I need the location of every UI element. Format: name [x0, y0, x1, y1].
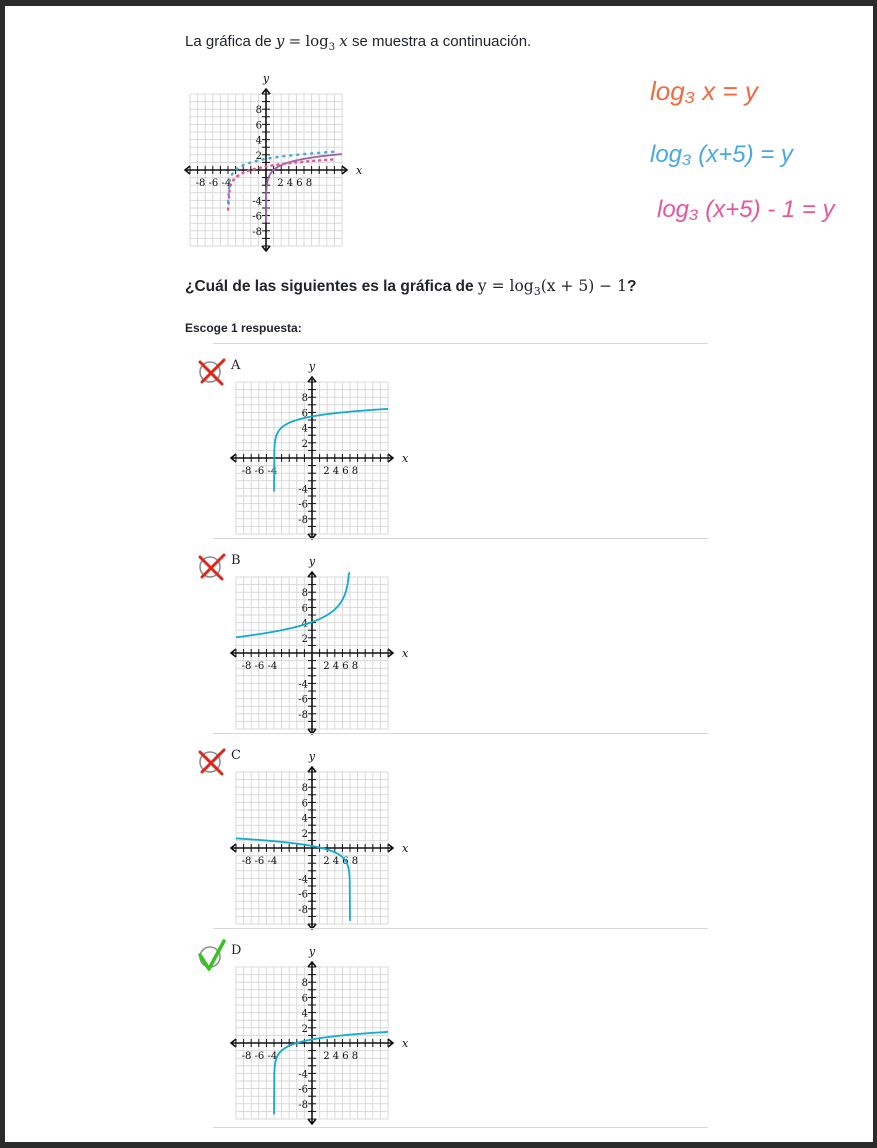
y-tick-label: 2	[301, 1023, 308, 1035]
y-tick-label: 8	[301, 588, 308, 600]
y-tick-label: -4	[298, 679, 308, 691]
x-tick-labels-neg: -8 -6 -4	[195, 178, 232, 189]
choice-c[interactable]	[190, 736, 710, 928]
y-tick-label: -4	[252, 196, 262, 208]
x-axis-label: x	[402, 1037, 409, 1050]
y-tick-label: 8	[301, 783, 308, 795]
graph-c	[226, 748, 409, 930]
y-tick-label: -8	[298, 1099, 308, 1111]
y-tick-label: -8	[298, 514, 308, 526]
y-tick-label: -8	[252, 226, 262, 238]
choice-letter: B	[231, 553, 241, 568]
y-axis-label: y	[262, 72, 270, 85]
y-tick-label: -8	[298, 904, 308, 916]
instruction: Escoge 1 respuesta:	[185, 321, 302, 335]
y-tick-label: -8	[298, 709, 308, 721]
y-axis-label: y	[308, 750, 316, 763]
x-tick-labels-neg: -8 -6 -4	[241, 661, 278, 672]
function-curve	[236, 573, 350, 637]
y-tick-label: -6	[252, 211, 262, 223]
y-tick-label: -6	[298, 694, 308, 706]
y-tick-label: 8	[255, 105, 262, 117]
prompt-text: ¿Cuál de las siguientes es la gráfica de $y = \log_3(x + 5) - 1$?	[185, 277, 637, 299]
y-tick-label: 4	[301, 423, 308, 435]
divider	[213, 343, 708, 344]
y-axis-label: y	[308, 555, 316, 568]
y-tick-label: 2	[301, 828, 308, 840]
graph-d	[226, 943, 409, 1125]
choice-letter: C	[231, 748, 241, 763]
y-tick-label: 6	[301, 603, 308, 615]
y-tick-label: 6	[301, 408, 308, 420]
x-tick-labels-pos: 2 4 6 8	[323, 661, 359, 672]
y-tick-label: 8	[301, 978, 308, 990]
graph-b	[226, 553, 409, 735]
divider	[213, 928, 708, 929]
y-tick-label: 6	[301, 798, 308, 810]
y-tick-label: 6	[301, 993, 308, 1005]
y-tick-label: 2	[301, 438, 308, 450]
x-axis-label: x	[402, 452, 409, 465]
y-axis-label: y	[308, 945, 316, 958]
y-tick-label: 2	[301, 633, 308, 645]
y-tick-label: 4	[255, 135, 262, 147]
y-tick-label: 4	[301, 813, 308, 825]
choice-b[interactable]	[190, 541, 710, 733]
choice-d[interactable]	[190, 931, 710, 1123]
y-tick-label: -4	[298, 484, 308, 496]
divider	[213, 538, 708, 539]
question-text: La gráfica de $y = \log_3 x$ se muestra a continuación.	[185, 32, 532, 53]
y-tick-label: 6	[255, 120, 262, 132]
choice-letter: D	[231, 943, 242, 958]
x-tick-labels-pos: 2 4 6 8	[323, 1051, 359, 1062]
x-axis-label: x	[356, 164, 363, 177]
y-axis-label: y	[308, 360, 316, 373]
x-tick-labels-neg: -8 -6 -4	[241, 856, 278, 867]
y-tick-label: -4	[298, 1069, 308, 1081]
x-tick-labels-pos: 2 4 6 8	[323, 856, 359, 867]
choice-letter: A	[231, 358, 241, 373]
x-axis-label: x	[402, 647, 409, 660]
graph-a	[226, 358, 409, 540]
x-tick-labels-pos: 2 4 6 8	[323, 466, 359, 477]
y-tick-label: -6	[298, 499, 308, 511]
y-tick-label: -6	[298, 889, 308, 901]
x-tick-labels-neg: -8 -6 -4	[241, 466, 278, 477]
x-tick-labels-pos: 2 4 6 8	[277, 178, 313, 189]
x-axis-label: x	[402, 842, 409, 855]
y-tick-label: 4	[301, 618, 308, 630]
page	[5, 6, 873, 1142]
reference-graph	[180, 70, 363, 252]
choice-a[interactable]	[190, 346, 710, 538]
y-tick-label: 2	[255, 150, 262, 162]
x-tick-labels-neg: -8 -6 -4	[241, 1051, 278, 1062]
divider	[213, 733, 708, 734]
y-tick-label: -6	[298, 1084, 308, 1096]
y-tick-label: 4	[301, 1008, 308, 1020]
y-tick-label: 8	[301, 393, 308, 405]
note-line-3: log₃ (x+5) - 1 = y	[657, 196, 835, 223]
divider	[213, 1127, 708, 1128]
y-tick-label: -4	[298, 874, 308, 886]
note-line-2: log₃ (x+5) = y	[650, 141, 793, 168]
note-line-1: log₃ x = y	[650, 76, 758, 106]
